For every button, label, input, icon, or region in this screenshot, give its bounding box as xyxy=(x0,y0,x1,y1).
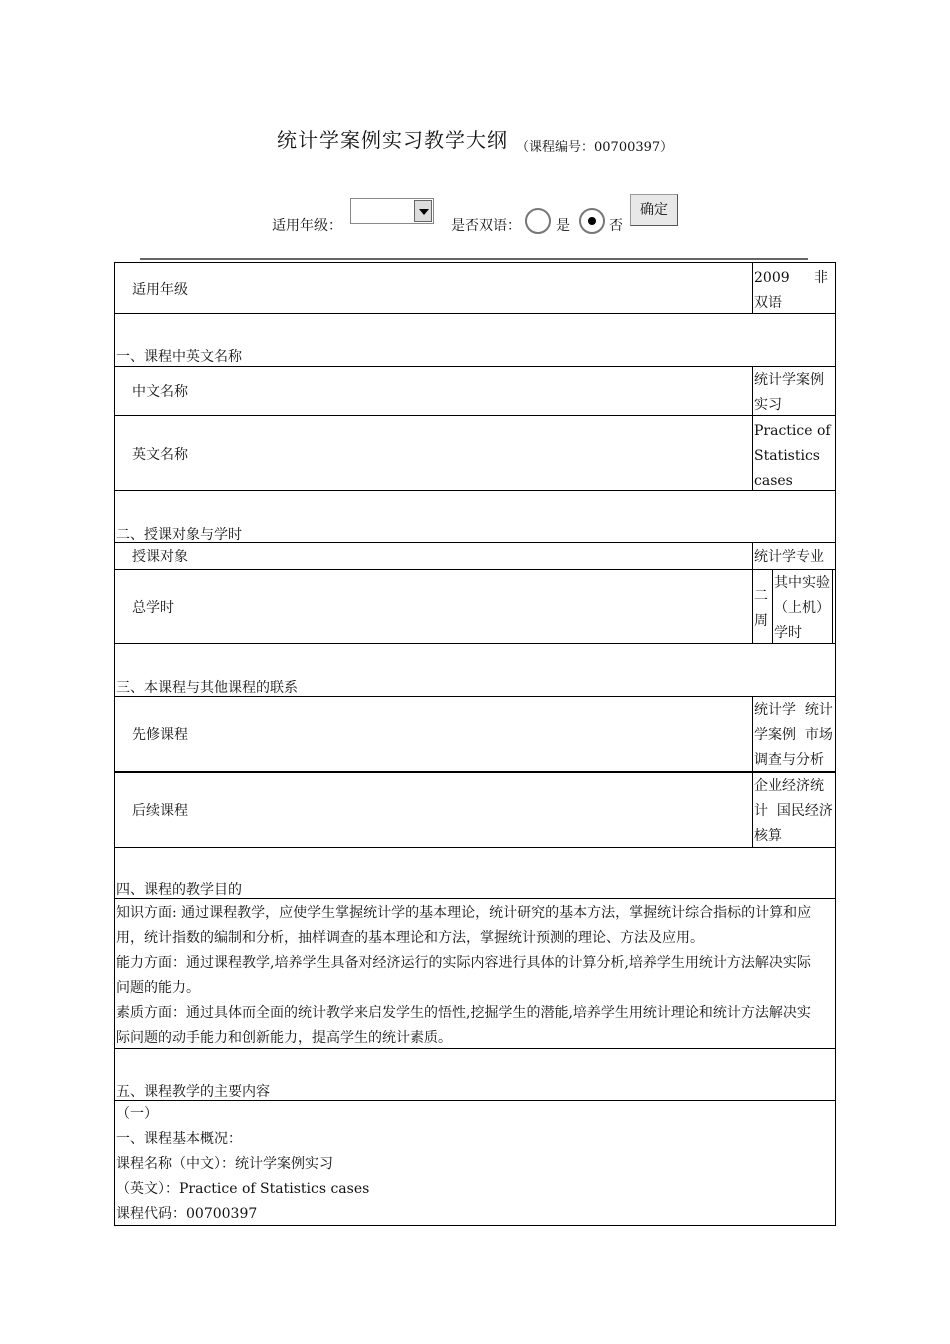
lab-hours-label: 学时 xyxy=(774,625,802,641)
content-line: （一） xyxy=(116,1106,158,1122)
course-code: （课程编号：00700397） xyxy=(516,140,674,155)
en-name-value: Statistics xyxy=(754,448,820,464)
divider xyxy=(752,262,753,314)
followup-value: 企业经济统 xyxy=(754,778,824,794)
followup-value: 核算 xyxy=(754,828,782,844)
prereq-label: 先修课程 xyxy=(132,727,188,743)
divider xyxy=(114,771,836,773)
audience-value: 统计学专业 xyxy=(754,549,824,565)
audience-label: 授课对象 xyxy=(132,549,188,565)
cn-name-label: 中文名称 xyxy=(132,384,188,400)
prereq-value: 调查与分析 xyxy=(754,752,824,768)
hours-value: 二 xyxy=(754,588,768,604)
content-line: （英文）：Practice of Statistics cases xyxy=(116,1181,370,1197)
row-grade-label: 适用年级 xyxy=(132,282,188,298)
radio-no[interactable] xyxy=(579,208,605,234)
radio-no-label: 否 xyxy=(609,218,623,234)
goal-line: 用，统计指数的编制和分析，抽样调查的基本理论和方法，掌握统计预测的理论、方法及应用。 xyxy=(116,930,704,946)
section-heading: 二、授课对象与学时 xyxy=(116,527,242,543)
en-name-value: cases xyxy=(754,473,793,489)
lab-hours-label: （上机） xyxy=(774,600,830,616)
divider xyxy=(832,569,833,644)
chevron-down-icon[interactable] xyxy=(414,200,432,222)
en-name-label: 英文名称 xyxy=(132,447,188,463)
divider xyxy=(114,847,836,848)
grade-select[interactable] xyxy=(350,198,434,224)
divider xyxy=(114,415,836,416)
hours-label: 总学时 xyxy=(132,600,174,616)
section-heading: 四、课程的教学目的 xyxy=(116,882,242,898)
row-grade-lang: 双语 xyxy=(754,295,782,311)
section-heading: 一、课程中英文名称 xyxy=(116,349,242,365)
divider xyxy=(752,542,753,644)
goal-line: 际问题的动手能力和创新能力，提高学生的统计素质。 xyxy=(116,1030,452,1046)
goal-line: 知识方面: 通过课程教学，应使学生掌握统计学的基本理论，统计研究的基本方法，掌握统计综合指标的计算和应 xyxy=(116,905,812,921)
divider xyxy=(114,366,836,367)
bilingual-label: 是否双语： xyxy=(451,218,521,234)
row-grade-year: 2009 xyxy=(754,270,790,286)
divider xyxy=(114,643,836,644)
lab-hours-label: 其中实验 xyxy=(774,575,830,591)
confirm-button[interactable]: 确定 xyxy=(630,194,678,226)
prereq-value: 学案例 市场 xyxy=(754,727,833,743)
section-heading: 五、课程教学的主要内容 xyxy=(116,1084,270,1100)
divider xyxy=(114,313,836,314)
goal-line: 素质方面：通过具体而全面的统计教学来启发学生的悟性,挖掘学生的潜能,培养学生用统计理论和统计方法解决实 xyxy=(116,1005,811,1021)
divider xyxy=(772,569,773,644)
cn-name-value: 统计学案例 xyxy=(754,372,824,388)
radio-yes[interactable] xyxy=(525,208,551,234)
divider xyxy=(140,258,808,260)
content-line: 课程名称（中文）：统计学案例实习 xyxy=(116,1156,333,1172)
divider xyxy=(114,569,836,570)
goal-line: 能力方面：通过课程教学,培养学生具备对经济运行的实际内容进行具体的计算分析,培养学生用统计方法解决实际 xyxy=(116,955,811,971)
radio-yes-label: 是 xyxy=(556,218,570,234)
divider xyxy=(114,490,836,491)
followup-value: 计 国民经济 xyxy=(754,803,833,819)
content-line: 课程代码：00700397 xyxy=(116,1206,258,1222)
section-heading: 三、本课程与其他课程的联系 xyxy=(116,680,298,696)
cn-name-value: 实习 xyxy=(754,397,782,413)
divider xyxy=(752,366,753,490)
row-grade-type: 非 xyxy=(814,270,828,286)
page-title: 统计学案例实习教学大纲 xyxy=(277,128,508,152)
grade-label: 适用年级： xyxy=(272,218,342,234)
prereq-value: 统计学 统计 xyxy=(754,702,833,718)
en-name-value: Practice of xyxy=(754,423,831,439)
goal-line: 问题的能力。 xyxy=(116,980,200,996)
hours-value: 周 xyxy=(754,613,768,629)
content-line: 一、课程基本概况： xyxy=(116,1131,242,1147)
followup-label: 后续课程 xyxy=(132,803,188,819)
